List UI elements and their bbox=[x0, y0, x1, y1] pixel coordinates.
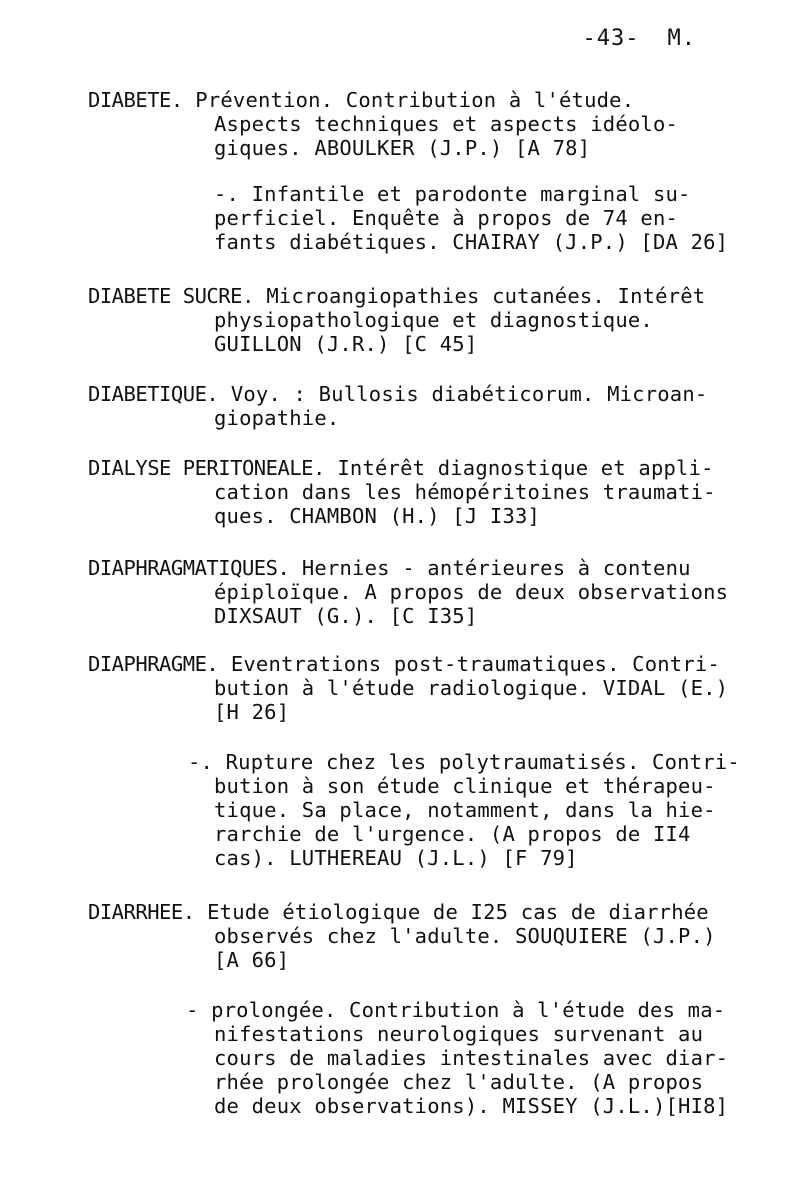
entry-text: tique. Sa place, notamment, dans la hie- bbox=[214, 798, 716, 822]
index-entry-diabete-sucre bbox=[88, 284, 728, 356]
entry-text: Hernies - antérieures à contenu bbox=[301, 556, 691, 580]
entry-heading: DIABETE SUCRE. bbox=[88, 284, 254, 308]
entry-text: giques. ABOULKER (J.P.) [A 78] bbox=[214, 136, 591, 160]
entry-text: bution à l'étude radiologique. VIDAL (E.) bbox=[214, 676, 729, 700]
entry-heading: DIABETIQUE. bbox=[88, 382, 219, 406]
entry-text: rhée prolongée chez l'adulte. (A propos bbox=[214, 1070, 704, 1094]
entry-text: DIXSAUT (G.). [C I35] bbox=[214, 604, 478, 628]
entry-text: - prolongée. Contribution à l'étude des ma- bbox=[186, 998, 726, 1022]
entry-text: nifestations neurologiques survenant au bbox=[214, 1022, 704, 1046]
index-entry-diarrhee bbox=[88, 900, 728, 972]
entry-text: Etude étiologique de I25 cas de diarrhée bbox=[207, 900, 709, 924]
entry-text: cation dans les hémopéritoines traumati- bbox=[214, 480, 716, 504]
entry-text: [H 26] bbox=[214, 700, 290, 724]
index-subentry bbox=[88, 998, 728, 1118]
section-letter: M. bbox=[667, 26, 696, 51]
entry-text: Aspects techniques et aspects idéolo- bbox=[214, 112, 679, 136]
entry-text: cas). LUTHEREAU (J.L.) [F 79] bbox=[214, 846, 578, 870]
entry-text: observés chez l'adulte. SOUQUIERE (J.P.) bbox=[214, 924, 716, 948]
index-entry-diabetique bbox=[88, 382, 728, 430]
entry-heading: DIABETE. bbox=[88, 88, 183, 112]
entry-heading: DIAPHRAGMATIQUES. bbox=[88, 556, 290, 580]
index-entry-diabete bbox=[88, 88, 728, 160]
entry-text: Microangiopathies cutanées. Intérêt bbox=[266, 284, 706, 308]
entry-heading: DIAPHRAGME. bbox=[88, 652, 219, 676]
entry-text: rarchie de l'urgence. (A propos de II4 bbox=[214, 822, 691, 846]
entry-text: fants diabétiques. CHAIRAY (J.P.) [DA 26] bbox=[214, 230, 729, 254]
index-subentry bbox=[88, 182, 728, 254]
page-number: -43- bbox=[582, 26, 640, 51]
entry-text: Prévention. Contribution à l'étude. bbox=[195, 88, 635, 112]
index-entry-diaphragme bbox=[88, 652, 728, 724]
entry-heading: DIARRHEE. bbox=[88, 900, 195, 924]
entry-text: [A 66] bbox=[214, 948, 290, 972]
entry-text: cours de maladies intestinales avec diar- bbox=[214, 1046, 729, 1070]
entry-text: perficiel. Enquête à propos de 74 en- bbox=[214, 206, 679, 230]
entry-text: giopathie. bbox=[214, 406, 340, 430]
entry-text: ques. CHAMBON (H.) [J I33] bbox=[214, 504, 541, 528]
entry-text: GUILLON (J.R.) [C 45] bbox=[214, 332, 478, 356]
entry-text: Intérêt diagnostique et appli- bbox=[337, 456, 714, 480]
entry-text: bution à son étude clinique et thérapeu- bbox=[214, 774, 716, 798]
entry-text: -. Infantile et parodonte marginal su- bbox=[214, 182, 691, 206]
index-entry-dialyse-peritoneale bbox=[88, 456, 728, 528]
page-header bbox=[583, 26, 696, 51]
entry-text: -. Rupture chez les polytraumatisés. Contri- bbox=[188, 750, 740, 774]
entry-text: Eventrations post-traumatiques. Contri- bbox=[230, 652, 720, 676]
index-entry-diaphragmatiques bbox=[88, 556, 728, 628]
entry-text: physiopathologique et diagnostique. bbox=[214, 308, 653, 332]
entry-text: Voy. : Bullosis diabéticorum. Microan- bbox=[230, 382, 708, 406]
entry-text: de deux observations). MISSEY (J.L.)[HI8] bbox=[214, 1094, 729, 1118]
entry-text: épiploïque. A propos de deux observations bbox=[214, 580, 729, 604]
index-subentry bbox=[88, 750, 740, 870]
entry-heading: DIALYSE PERITONEALE. bbox=[88, 456, 325, 480]
